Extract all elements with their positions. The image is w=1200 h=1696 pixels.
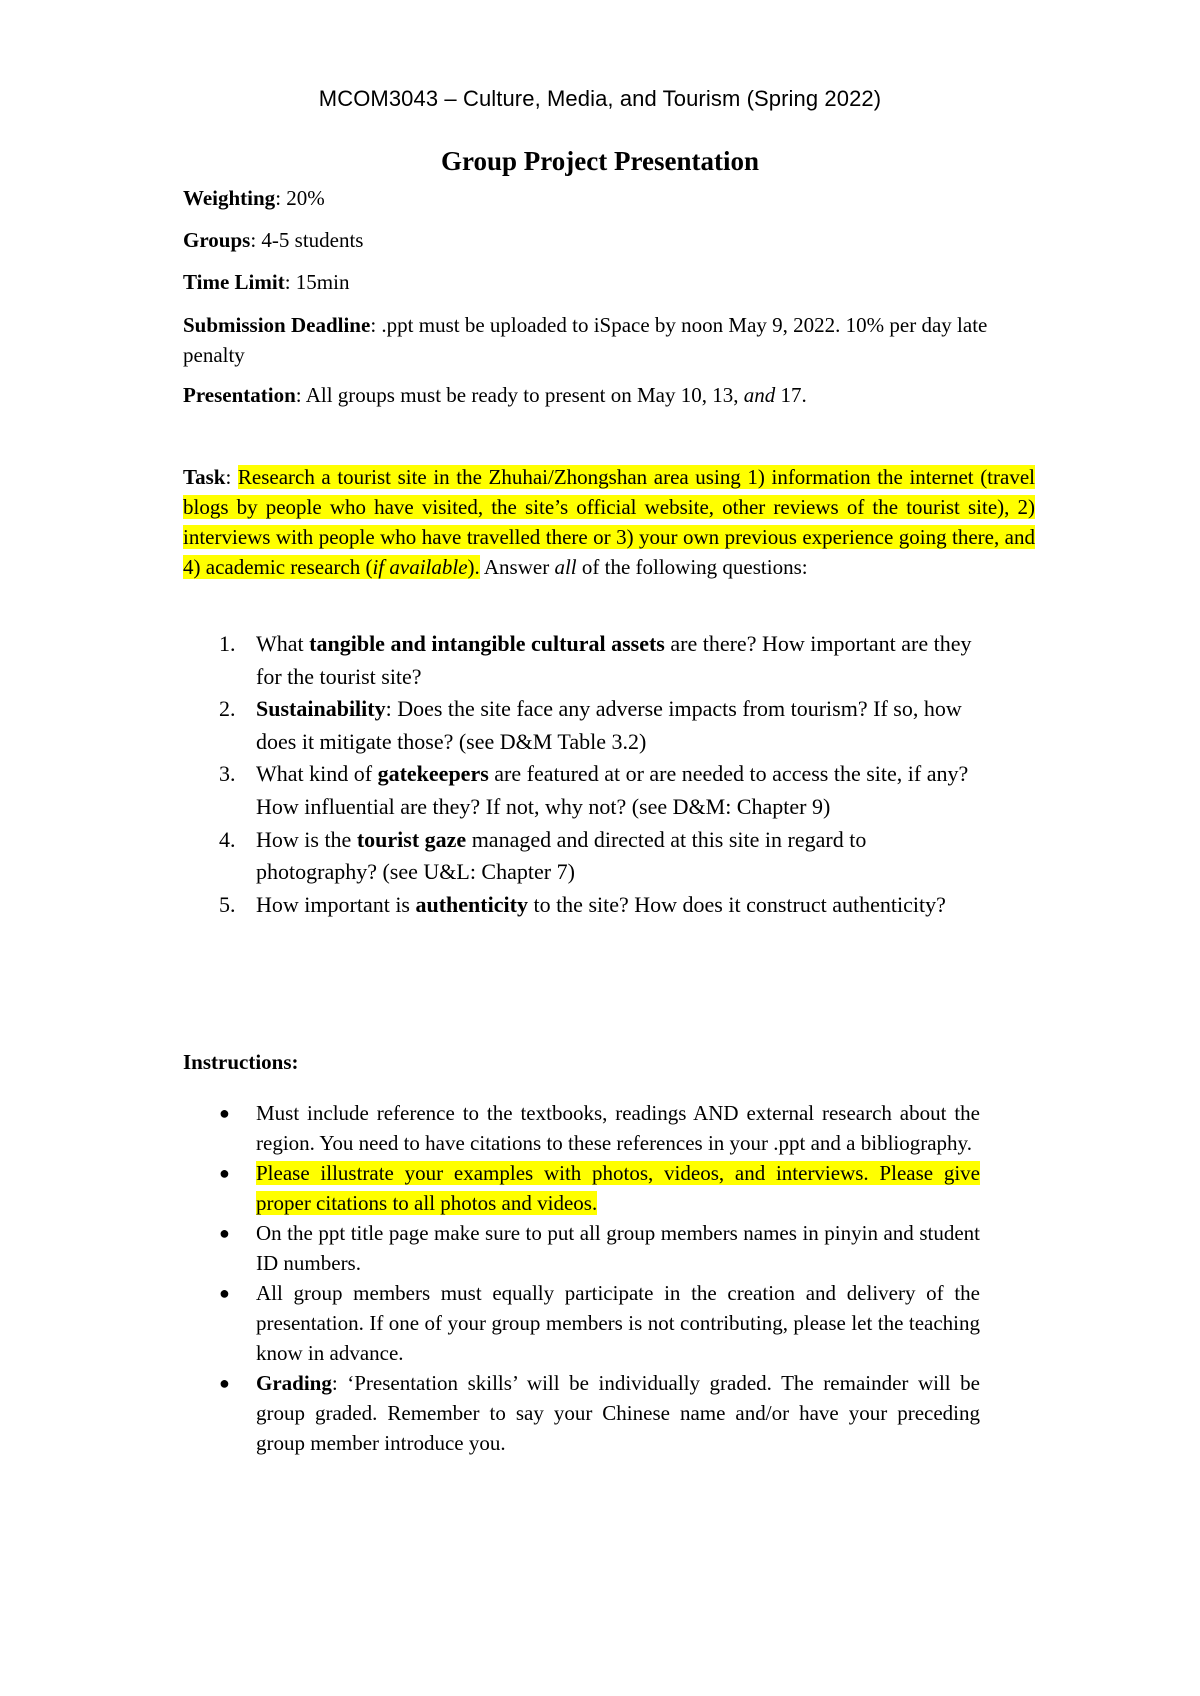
list-item: [0, 1098, 980, 1158]
list-item-number: 3.: [219, 761, 236, 787]
submission-deadline-field: [183, 310, 1035, 370]
weighting-field: [183, 183, 1035, 213]
list-item-text: : ‘Presentation skills’ will be individually graded. The remainder will be group graded. Remember to say your Chinese name and/or have your preceding group member introduce you.: [256, 1371, 980, 1455]
submission-deadline-value: : .ppt must be uploaded to iSpace by noon May 9, 2022. 10% per day late penalty: [183, 313, 988, 367]
list-item: [0, 824, 980, 889]
presentation-value-emphasis: and: [743, 383, 776, 407]
bullet-icon: ●: [219, 1223, 230, 1243]
list-item: [0, 1368, 980, 1458]
list-item-number: 5.: [219, 891, 236, 917]
list-item-key-term: tangible and intangible cultural assets: [309, 631, 665, 656]
task-after-end: of the following questions:: [576, 555, 808, 579]
time-limit-field: [183, 267, 1035, 297]
list-item-text: How is the: [256, 826, 357, 852]
presentation-label: Presentation: [183, 383, 296, 407]
groups-field: [183, 225, 1035, 255]
list-item-number: 2.: [219, 696, 236, 722]
task-paragraph: [183, 462, 1035, 582]
task-after-emphasis: all: [554, 555, 577, 579]
task-colon: :: [225, 465, 238, 489]
bullet-icon: ●: [219, 1283, 230, 1303]
list-item-text: are there? How important are they for the tourist site?: [256, 631, 972, 689]
list-item-text: : Does the site face any adverse impacts from tourism? If so, how does it mitigate those? (see D&M Table 3.2): [256, 696, 962, 754]
submission-deadline-label: Submission Deadline: [183, 313, 371, 337]
instructions-heading: Instructions:: [183, 1050, 299, 1074]
bullet-icon: ●: [219, 1163, 230, 1183]
list-item-text: Must include reference to the textbooks, readings AND external research about the region. You need to have citations to these references in your .ppt and a bibliography.: [256, 1101, 980, 1155]
list-item-number: 4.: [219, 826, 236, 852]
bullet-icon: ●: [219, 1373, 230, 1393]
list-item: [0, 1278, 980, 1368]
question-list: [0, 628, 980, 921]
weighting-label: Weighting: [183, 186, 276, 210]
list-item-text: What: [256, 631, 310, 656]
time-limit-value: : 15min: [284, 270, 350, 294]
list-item-text: What kind of: [256, 761, 378, 787]
list-item: [0, 693, 980, 758]
list-item-text: How important is: [256, 891, 416, 917]
list-item-text: to the site? How does it construct authenticity?: [527, 891, 946, 917]
presentation-field: [183, 380, 1035, 410]
bullet-icon: ●: [219, 1103, 230, 1123]
list-item-key-term: tourist gaze: [356, 826, 467, 852]
list-item: [0, 628, 980, 693]
list-item-key-term: gatekeepers: [377, 761, 489, 787]
groups-value: : 4-5 students: [250, 228, 364, 252]
task-highlight-start: Research a tourist site in the Zhuhai/Zhongshan area using 1) information the internet (travel blogs by people who have visited, the site’s official website, other reviews of the tourist site), 2) interviews with people who have travelled there or 3) your own previous experience going there, and 4) academic research (: [183, 465, 1035, 579]
list-item: [0, 889, 980, 922]
grading-label: Grading: [256, 1371, 332, 1395]
course-header: MCOM3043 – Culture, Media, and Tourism (Spring 2022): [318, 86, 882, 111]
list-item: [0, 758, 980, 823]
list-item-text: All group members must equally participate in the creation and delivery of the presentation. If one of your group members is not contributing, please let the teaching know in advance.: [256, 1281, 980, 1365]
list-item-text: Please illustrate your examples with photos, videos, and interviews. Please give proper citations to all photos and videos.: [256, 1161, 980, 1215]
page-title: Group Project Presentation: [441, 146, 759, 176]
presentation-value-start: : All groups must be ready to present on May 10, 13,: [295, 383, 744, 407]
groups-label: Groups: [183, 228, 251, 252]
list-item-number: 1.: [219, 631, 236, 656]
list-item: [0, 1218, 980, 1278]
task-highlight-end: ).: [467, 555, 480, 579]
task-label: Task: [183, 465, 226, 489]
list-item-key-term: Sustainability: [256, 696, 386, 722]
instructions-list: [0, 1098, 980, 1458]
list-item: [0, 1158, 980, 1218]
list-item-text: On the ppt title page make sure to put all group members names in pinyin and student ID numbers.: [256, 1221, 980, 1275]
task-highlight-emphasis: if available: [372, 555, 468, 579]
weighting-value: : 20%: [275, 186, 325, 210]
list-item-text: are featured at or are needed to access the site, if any? How influential are they? If not, why not? (see D&M: Chapter 9): [256, 761, 969, 819]
task-after-start: Answer: [479, 555, 555, 579]
time-limit-label: Time Limit: [183, 270, 285, 294]
list-item-key-term: authenticity: [415, 891, 528, 917]
list-item-text: managed and directed at this site in regard to photography? (see U&L: Chapter 7): [256, 826, 867, 885]
presentation-value-end: 17.: [775, 383, 807, 407]
